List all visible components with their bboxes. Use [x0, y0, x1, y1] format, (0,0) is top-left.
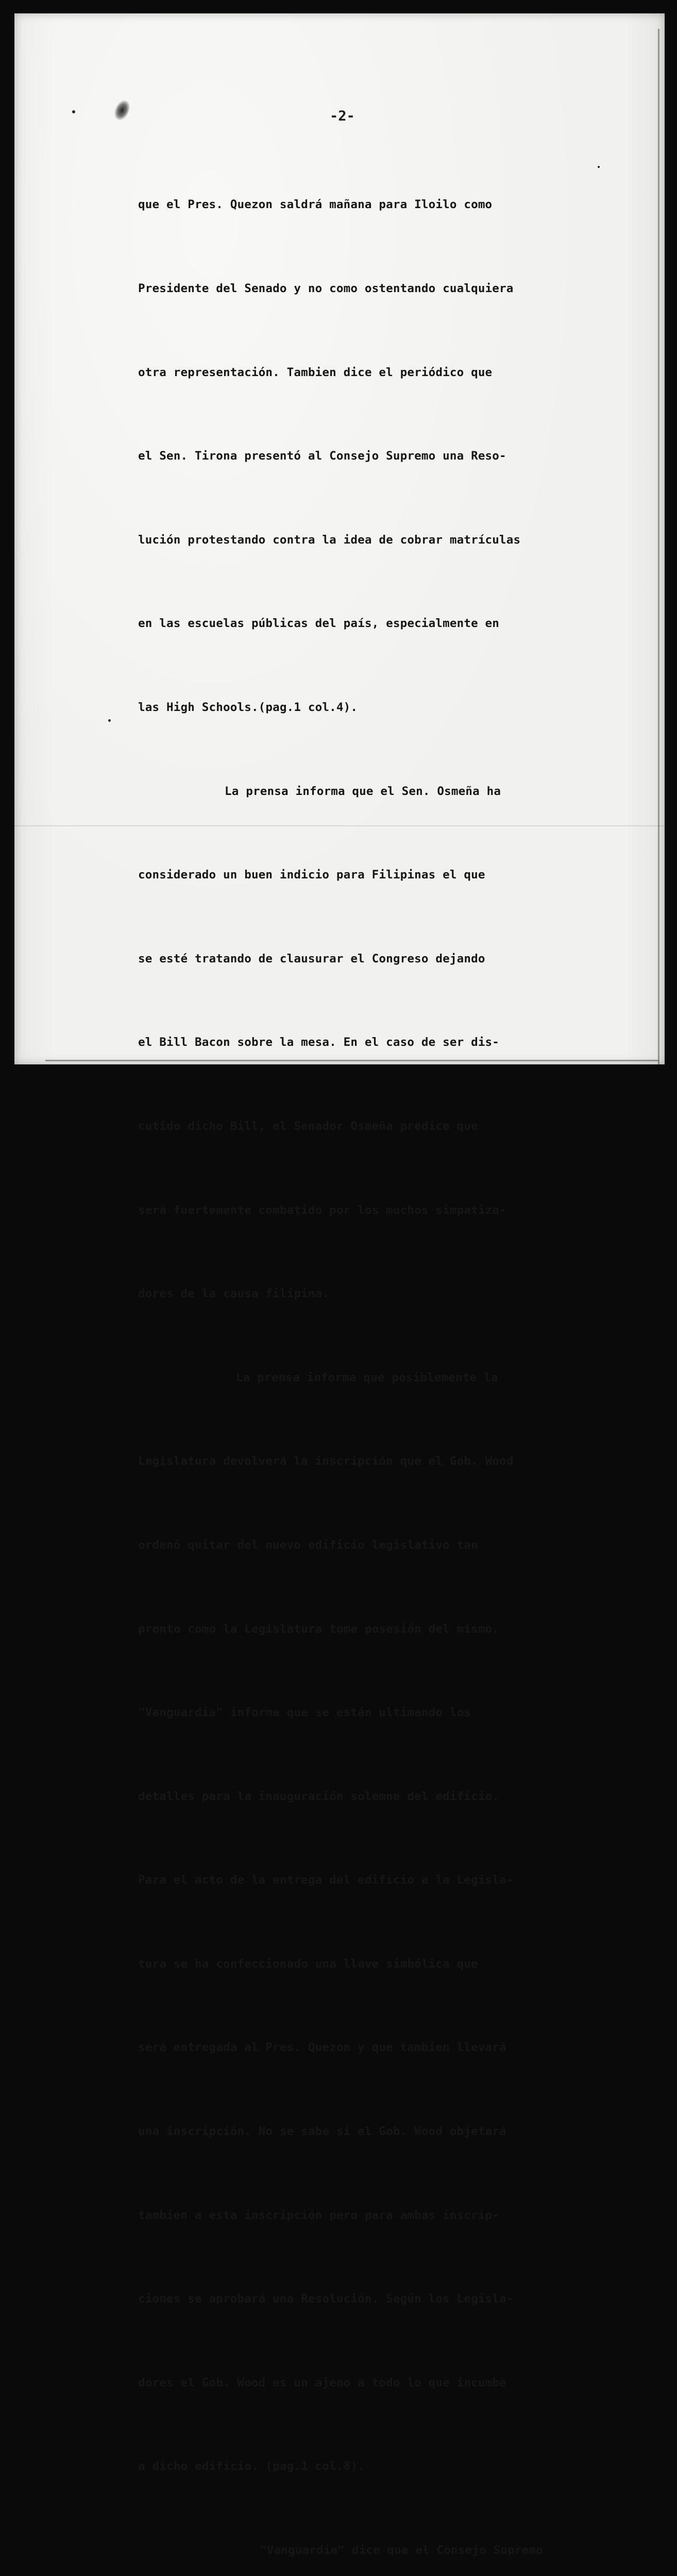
text-line: el Bill Bacon sobre la mesa. En el caso de ser dis-	[138, 1036, 500, 1049]
text-line: otra representación. Tambien dice el periódico que	[138, 365, 493, 379]
text-line-paragraph-start: La prensa informa que posiblemente la	[236, 1370, 498, 1384]
text-line: Para el acto de la entrega del edificio a la Legisla-	[138, 1873, 514, 1887]
text-line: tambien a esta inscripción pero para ambas inscrip-	[138, 2208, 500, 2222]
text-line: una inscripción. No se sabe si el Gob. Wood objetará	[138, 2125, 506, 2139]
text-line: lución protestando contra la idea de cobrar matrículas	[138, 533, 521, 547]
typed-text-body	[138, 135, 591, 2576]
ink-speck	[108, 719, 111, 722]
text-line: será entregada al Pres. Quezon y que tambien llevará	[138, 2041, 506, 2055]
ink-speck	[72, 110, 75, 113]
page-edge-right	[658, 29, 659, 1070]
text-line: detalles para la inauguración solemne del edificio.	[138, 1789, 500, 1803]
text-line: pronto como la Legislatura tome posesión del mismo.	[138, 1622, 500, 1636]
text-line: se esté tratando de clausurar el Congreso dejando	[138, 952, 485, 965]
text-line: el Sen. Tirona presentó al Consejo Supremo una Reso-	[138, 449, 506, 463]
text-line-paragraph-start: "Vanguardia" dice que el Consejo Supremo	[260, 2544, 543, 2557]
text-line: "Vanguardia" informa que se están ultimando los	[138, 1706, 471, 1720]
ink-smudge	[112, 98, 132, 122]
text-line: que el Pres. Quezon saldrá mañana para Iloilo como	[138, 198, 493, 212]
text-line: en las escuelas públicas del país, especialmente en	[138, 617, 500, 631]
page-number: -2-	[330, 108, 355, 124]
ink-speck	[598, 166, 600, 168]
text-line: las High Schools.(pag.1 col.4).	[138, 700, 358, 714]
text-line: ciones se aprobará una Resolución. Según los Legisla-	[138, 2292, 514, 2306]
text-line: a dicho edificio. (pag.1 col.8).	[138, 2460, 365, 2473]
text-line: dores de la causa filipina.	[138, 1287, 330, 1301]
text-line: será fuertemente combatido por los muchos simpatiza-	[138, 1203, 506, 1217]
text-line: Legislatura devolverá la inscripción que el Gob. Wood	[138, 1454, 514, 1468]
text-line: considerado un buen indicio para Filipinas el que	[138, 868, 485, 882]
text-line: tura se ha confeccionado una llave simbólica que	[138, 1957, 478, 1971]
text-line: Presidente del Senado y no como ostentando cualquiera	[138, 282, 514, 295]
text-line: cutido dicho Bill, el Senador Osmeña predice que	[138, 1119, 478, 1133]
text-line: dores el Gob. Wood es un ajeno a todo lo que incumbe	[138, 2376, 506, 2389]
text-line-paragraph-start: La prensa informa que el Sen. Osmeña ha	[225, 784, 501, 798]
text-line: ordenó quitar del nuevo edificio legislativo tan	[138, 1538, 478, 1552]
